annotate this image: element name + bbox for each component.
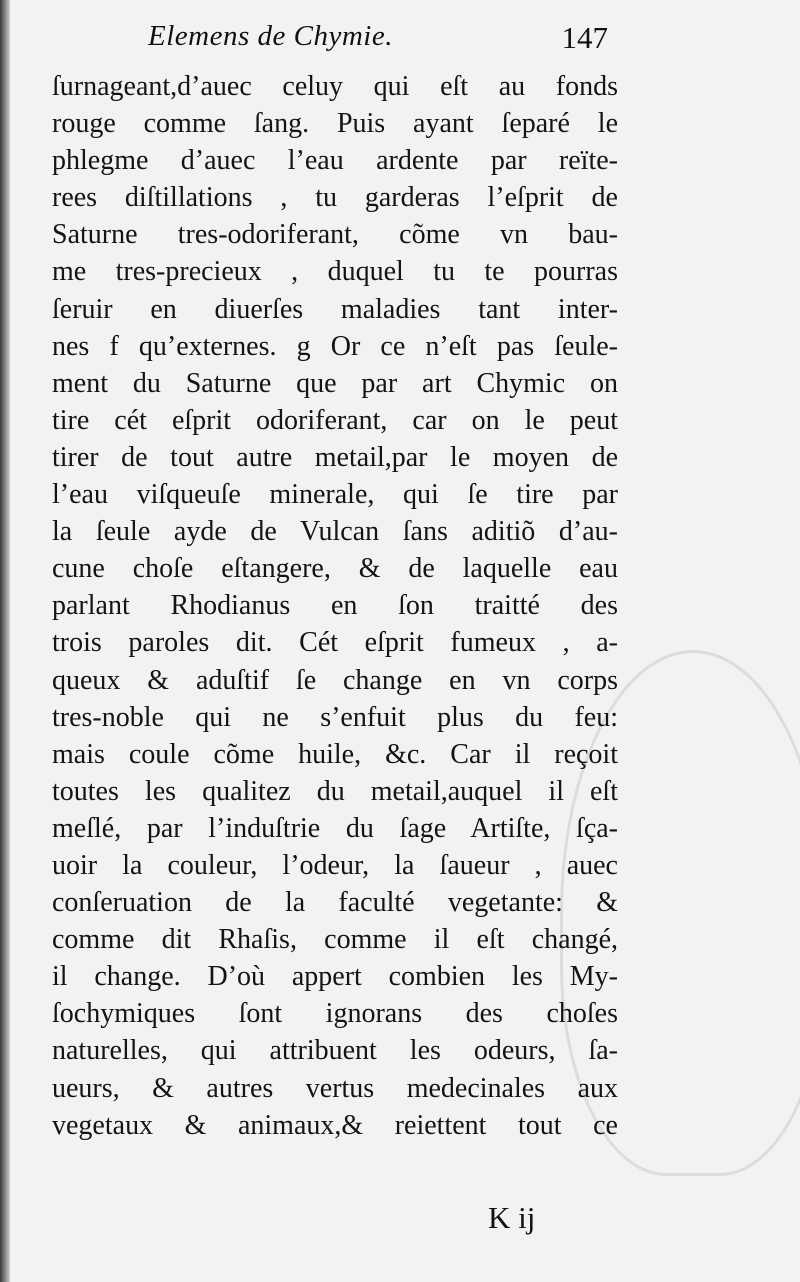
text-line: naturelles, qui attribuent les odeurs, ſa-: [52, 1035, 618, 1067]
text-line: cune choſe eſtangere, & de laquelle eau: [52, 553, 618, 585]
text-line: uoir la couleur, l’odeur, la ſaueur , auec: [52, 849, 618, 881]
text-line: ſurnageant,d’auec celuy qui eſt au fonds: [52, 71, 618, 102]
text-line: ſochymiques ſont ignorans des choſes: [52, 998, 618, 1030]
page-number: 147: [561, 20, 608, 55]
text-line: l’eau viſqueuſe minerale, qui ſe tire par: [52, 479, 618, 511]
text-line: Saturne tres-odoriferant, cõme vn bau-: [52, 219, 618, 251]
text-line: il change. D’où appert combien les My-: [52, 961, 618, 993]
text-line: toutes les qualitez du metail,auquel il eſt: [52, 775, 618, 807]
body-text: [52, 68, 618, 1144]
text-line: la ſeule ayde de Vulcan ſans aditiõ d’au-: [52, 516, 618, 548]
text-line: mais coule cõme huile, &c. Car il reçoit: [52, 738, 618, 770]
text-line: tres-noble qui ne s’enfuit plus du feu:: [52, 701, 618, 733]
signature-mark: K ij: [488, 1200, 536, 1235]
text-line: parlant Rhodianus en ſon traitté des: [52, 590, 618, 622]
running-title: Elemens de Chymie.: [148, 20, 393, 52]
text-line: phlegme d’auec l’eau ardente par reïte-: [52, 145, 618, 177]
text-line: trois paroles dit. Cét eſprit fumeux , a-: [52, 627, 618, 659]
text-line: tirer de tout autre metail,par le moyen de: [52, 441, 618, 473]
page-header: [148, 20, 608, 62]
text-line: tire cét eſprit odoriferant, car on le peut: [52, 404, 618, 436]
text-line: conſeruation de la faculté vegetante: &: [52, 887, 618, 919]
text-line: ueurs, & autres vertus medecinales aux: [52, 1072, 618, 1104]
text-line: ſeruir en diuerſes maladies tant inter-: [52, 293, 618, 325]
text-line: vegetaux & animaux,& reiettent tout ce: [52, 1109, 618, 1141]
text-line: queux & aduſtif ſe change en vn corps: [52, 664, 618, 696]
text-line: ment du Saturne que par art Chymic on: [52, 367, 618, 399]
text-line: nes f qu’externes. g Or ce n’eſt pas ſeule-: [52, 330, 618, 362]
page-gutter-shadow: [0, 0, 10, 1282]
text-line: me tres-precieux , duquel tu te pourras: [52, 256, 618, 288]
text-line: comme dit Rhaſis, comme il eſt changé,: [52, 924, 618, 956]
text-line: meſlé, par l’induſtrie du ſage Artiſte, ſça-: [52, 812, 618, 844]
text-line: rouge comme ſang. Puis ayant ſeparé le: [52, 108, 618, 140]
text-line: rees diſtillations , tu garderas l’eſprit de: [52, 182, 618, 214]
